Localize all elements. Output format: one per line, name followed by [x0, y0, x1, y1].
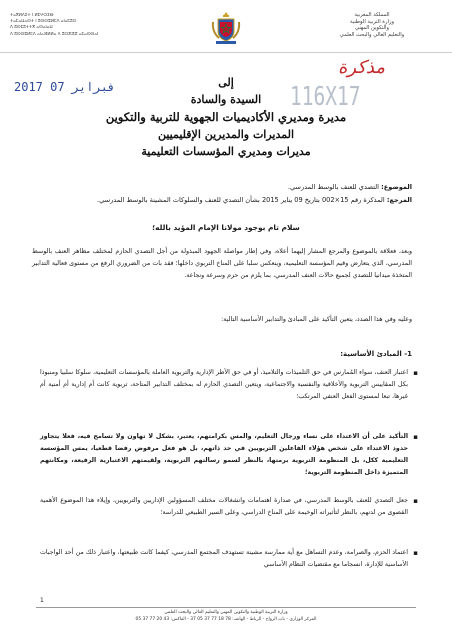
footer — [36, 609, 416, 623]
transition-paragraph: وعليه وفي هذا الصدد، يتعين التأكيد على المبادئ والتدابير الأساسية التالية: — [221, 316, 412, 323]
reference-label: المرجع: — [386, 196, 412, 204]
header-right-line: المملكة المغربية — [354, 12, 390, 18]
header-right-line: والتكوين المهني — [355, 25, 389, 32]
footer-ministry: وزارة التربية الوطنية والتكوين المهني والتعليم العالي والبحث العلمي — [164, 610, 288, 615]
header-left-line: ⵜⴰⵎⴰⵡⴰⵙⵜ ⵏ ⵓⵙⵙⴻⵍⵎⴷ ⴰⵏⴰⵎⵓⵔ — [10, 18, 77, 24]
subject-text: التصدي للعنف بالوسط المدرسي. — [287, 183, 379, 191]
date-stamp: 2017 فبراير 07 — [14, 80, 116, 94]
greeting: سلام تام بوجود مولانا الإمام المؤيد بالله؛ — [152, 223, 300, 232]
addressee-to: إلى — [218, 76, 234, 89]
addressee-line: المديرات والمديرين الإقليميين — [157, 128, 295, 141]
footer-address: المركز الوزاري - باب الرواح - الرباط - الهاتف: 78 18 77 37 05 37 - الفاكس: 43 20 77 37 05 — [135, 617, 317, 622]
addressee-line: مديرات ومديري المؤسسات التعليمية — [141, 145, 311, 158]
subject-label: الموضوع: — [381, 183, 412, 191]
header-left-line: ⴷ ⵓⵙⵙⴻⵍⵎⴷ ⴰⵏⴰⴼⵍⵍⴰ ⴷ ⵓⵔⵣⵣⵓ ⴰⵎⴰⵙⵙⴰⵏ — [10, 30, 99, 36]
subject-line — [32, 183, 412, 192]
principle-item: ▪ جعل التصدي للعنف بالوسط المدرسي، في صدارة اهتمامات وانشغالات مختلف المسؤولين الإداريين والتربويين، وإيلاء هذا الموضوع الأهمية القصوى من لدنهم، بالنظر لتأثيراته الوخيمة على المناخ الدراسي، وعلى السير الطبيعي للدراسة؛ — [40, 495, 418, 519]
section-number: 1- — [404, 350, 412, 358]
header-right-line: والتعليم العالي والبحث العلمي — [339, 31, 405, 38]
reference-line — [32, 196, 412, 205]
section-heading — [340, 350, 412, 358]
header-divider — [0, 52, 452, 53]
reference-number-stamp: 116X17 — [290, 82, 361, 112]
principle-item: ▪ اعتبار العنف، سواء المُمارس في حق التلميذات والتلاميذ، أو في حق الأطر الإدارية والتربوية العاملة بالمؤسسات التعليمية، سلوكا سلبيا ومنبوذا بكل المقاييس التربوية والأخلاقية والنفسية والاجتماعية، ويتعين التصدي الحازم له بمختلف التدابير المتاحة، تربوية كانت أم إدارية أم أمنية أم غيرها، تبعا لمستوى الفعل العنفي المرتكب؛ — [40, 367, 418, 403]
principle-item: ▪ التأكيد على أن الاعتداء على نساء ورجال التعليم، والمس بكرامتهم، يعتبر، بشكل لا تهاون ولا تسامح فيه، فعلا يتجاوز حدود الاعتداء على شخص هؤلاء الفاعلين التربويين في حد ذاتهم، بل هو فعل مرفوض رفضا قطعيا، يمس المؤسسة التعليمية ككل، بل المنظومة التربوية برمتها، بالنظر لسمو رسالتهم التربوية، ولقيمتهم الاعتبارية الرفيعة، ومكانتهم المتميزة داخل المنظومة التربوية؛ — [40, 431, 418, 479]
header-right-line: وزارة التربية الوطنية — [350, 18, 394, 25]
section-title: المبادئ الأساسية: — [340, 350, 402, 358]
morocco-coat-of-arms-icon — [210, 10, 242, 46]
header-left-line: ⵜⴰⴳⵍⴷⵉⵜ ⵏ ⵍⵎⵖⵔⵉⴱ — [10, 12, 54, 17]
memo-stamp: مذكرة — [338, 57, 386, 78]
principle-item: ▪ اعتماد الحزم، والصرامة، وعدم التساهل مع أية ممارسة مشينة تستهدف المجتمع المدرسي، كيفما كانت طبيعتها، واعتبار ذلك من أحد الواجبات الأساسية للإدارة، انسجاما مع مقتضيات النظام الأساسي — [40, 547, 418, 571]
header-left-line: ⴷ ⵓⵙⵎⵓⵜⵜⴳ ⴰⵙⴰⵏⴰⵡ — [10, 24, 53, 30]
page-number: 1 — [40, 597, 44, 604]
reference-text: المذكرة رقم 15×002 بتاريخ 09 يناير 2015 بشأن التصدي للعنف والسلوكات المشينة بالوسط المدرسي. — [97, 196, 385, 204]
addressee-line: مديرة ومديري الأكاديميات الجهوية للتربية والتكوين — [105, 110, 347, 124]
addressee-line: السيدة والسادة — [190, 93, 262, 106]
footer-divider — [36, 607, 416, 608]
header-tifinagh-block — [10, 12, 160, 37]
intro-paragraph: وبعد، فعلاقة بالموضوع والمرجع المشار إليهما أعلاه، وفي إطار مواصلة الجهود المبذولة من أجل التصدي الحازم لمختلف مظاهر العنف بالوسط المدرسي، الذي يتعارض وقيم المؤسسة التعليمية، وينعكس سلبا على المناخ التربوي داخلها؛ فقد بات من الضروري الرفع من مستوى فعالية التدابير المتخذة ميدانيا للتصدي لجميع حالات العنف المدرسي، بما يلزم من حزم وسرعة ونجاعة. — [32, 248, 412, 279]
header-arabic-block — [302, 12, 442, 38]
